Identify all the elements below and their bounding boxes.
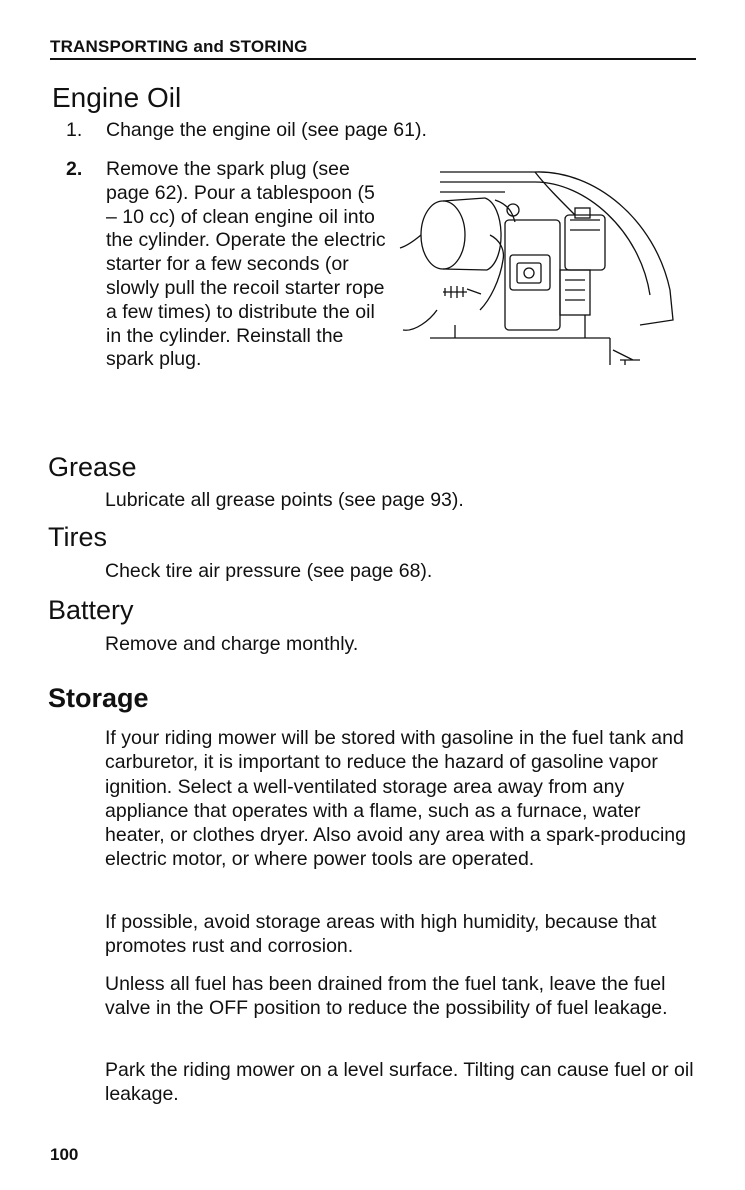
storage-paragraph: If your riding mower will be stored with gasoline in the fuel tank and carburetor, it is important to reduce the hazard of gasoline vapor ignition. Select a well-ventilated storage area away from any appliance that operates with a flame, such as a furnace, water heater, or clothes dryer. Also avoid any area with a spark-producing electric motor, or where power tools are operated.	[105, 727, 686, 871]
grease-text: Lubricate all grease points (see page 93).	[105, 489, 464, 511]
section-heading-battery: Battery	[48, 595, 134, 625]
running-header: TRANSPORTING and STORING	[50, 37, 696, 60]
tires-text: Check tire air pressure (see page 68).	[105, 560, 433, 582]
step-number: 2.	[66, 158, 83, 180]
storage-paragraph: Unless all fuel has been drained from the fuel tank, leave the fuel valve in the OFF position to reduce the possibility of fuel leakage.	[105, 973, 668, 1020]
section-heading-tires: Tires	[48, 522, 107, 552]
section-heading-engine-oil: Engine Oil	[52, 82, 182, 113]
step-text: Remove the spark plug (see page 62). Pour a tablespoon (5 – 10 cc) of clean engine oil into the cylinder. Operate the electric starter for a few seconds (or slowly pull the recoil starter rope a few times) to distribute the oil in the cylinder. Reinstall the spark plug.	[106, 158, 386, 371]
step-text: Change the engine oil (see page 61).	[106, 119, 427, 141]
page-number: 100	[50, 1145, 79, 1164]
storage-paragraph: Park the riding mower on a level surface. Tilting can cause fuel or oil leakage.	[105, 1059, 694, 1106]
step-number: 1.	[66, 119, 83, 141]
storage-paragraph: If possible, avoid storage areas with high humidity, because that promotes rust and corrosion.	[105, 911, 657, 958]
section-heading-grease: Grease	[48, 452, 137, 482]
engine-spark-plug-illustration-icon	[395, 160, 685, 375]
section-heading-storage: Storage	[48, 683, 149, 713]
battery-text: Remove and charge monthly.	[105, 633, 359, 655]
